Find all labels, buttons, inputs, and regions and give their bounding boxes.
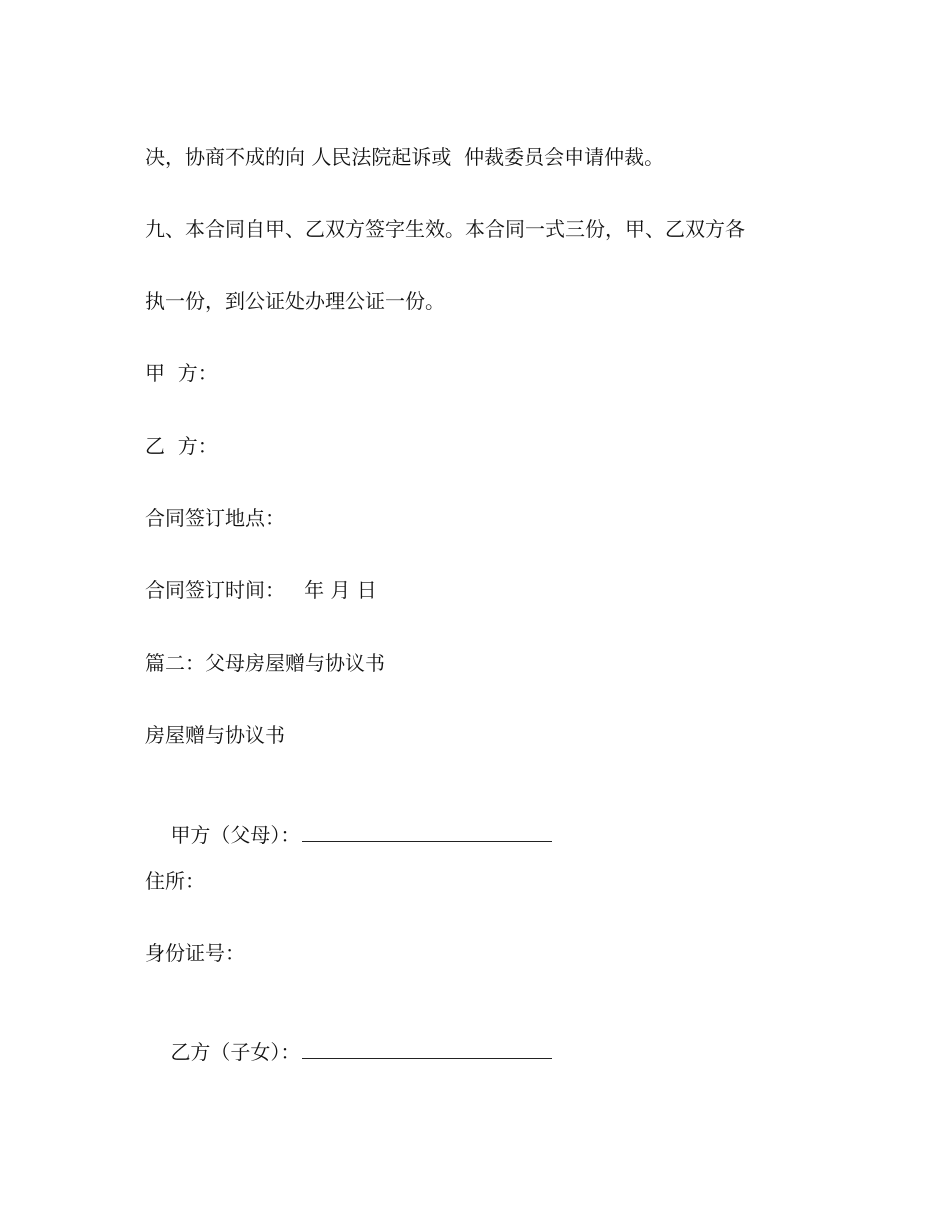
party-b-signature-label: 乙 方：	[145, 434, 218, 458]
party-a-signature-label: 甲 方：	[145, 361, 218, 385]
id-number-label: 身份证号：	[145, 941, 245, 965]
section-two-heading: 篇二：父母房屋赠与协议书	[145, 651, 385, 675]
agreement-title: 房屋赠与协议书	[145, 723, 285, 747]
party-b-children-row	[145, 1013, 552, 1091]
party-b-children-label: 乙方（子女）：	[170, 1040, 301, 1064]
party-b-name-blank	[302, 1042, 552, 1059]
party-a-parents-row	[145, 796, 552, 874]
party-a-parents-label: 甲方（父母）：	[170, 823, 301, 847]
clause-nine-line-1: 九、本合同自甲、乙双方签字生效。本合同一式三份，甲、乙双方各	[145, 217, 745, 241]
signing-date-label: 合同签订时间： 年 月 日	[145, 578, 377, 602]
address-label: 住所：	[145, 869, 205, 893]
clause-eight-continuation: 决，协商不成的向 人民法院起诉或 仲裁委员会申请仲裁。	[145, 145, 665, 169]
signing-place-label: 合同签订地点：	[145, 506, 285, 530]
clause-nine-line-2: 执一份，到公证处办理公证一份。	[145, 289, 445, 313]
party-a-name-blank	[302, 825, 552, 842]
